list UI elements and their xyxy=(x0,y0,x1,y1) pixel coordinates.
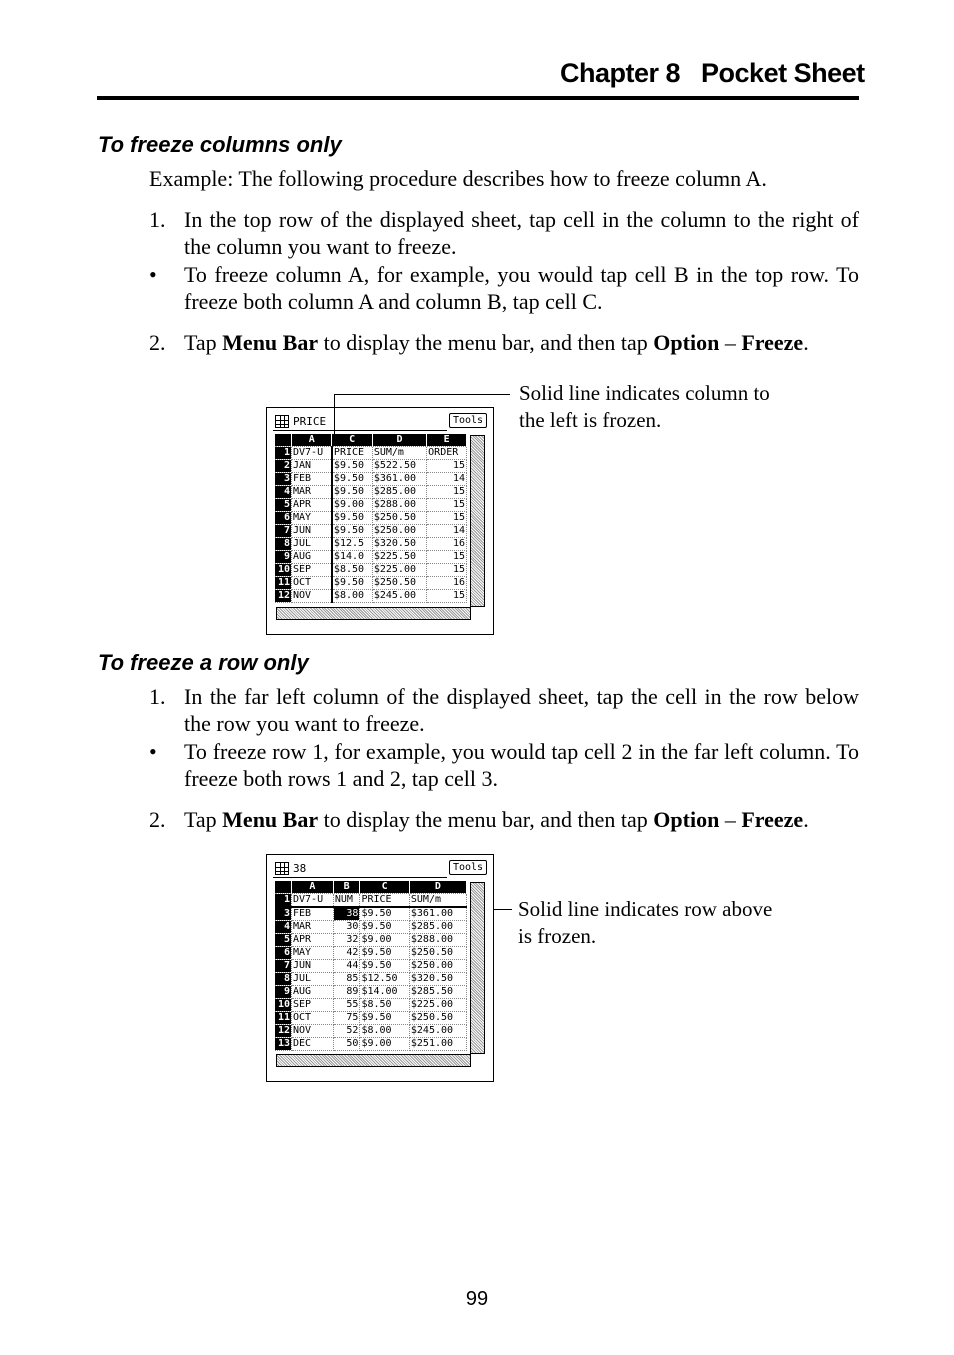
cell[interactable]: $250.00 xyxy=(372,525,426,538)
cell[interactable]: 89 xyxy=(333,986,360,999)
cell[interactable]: $361.00 xyxy=(409,907,466,921)
step-number: 2. xyxy=(149,330,166,355)
table-row xyxy=(275,1025,467,1038)
cell[interactable]: $9.50 xyxy=(360,947,409,960)
text: . xyxy=(803,330,809,355)
cell[interactable]: 15 xyxy=(427,499,467,512)
cell[interactable]: $9.50 xyxy=(332,460,372,473)
cell[interactable]: ORDER xyxy=(427,447,467,460)
cell[interactable]: SUM/m xyxy=(409,894,466,908)
cell[interactable]: NUM xyxy=(333,894,360,908)
step-text xyxy=(184,806,859,833)
freeze-term: Freeze xyxy=(741,330,804,355)
cell[interactable]: 50 xyxy=(333,1038,360,1051)
table-row xyxy=(275,551,467,564)
column-header[interactable]: D xyxy=(372,434,426,447)
cell[interactable]: PRICE xyxy=(360,894,409,908)
titlebar-underline xyxy=(273,877,447,878)
screenshot-freeze-row xyxy=(266,854,494,1082)
section-heading-freeze-columns: To freeze columns only xyxy=(98,132,342,157)
row-number[interactable]: 8 xyxy=(275,973,292,986)
bullet-text: To freeze column A, for example, you would tap cell B in the top row. To freeze both column A and column B, tap cell C. xyxy=(184,262,859,314)
table-row xyxy=(275,447,467,460)
sheet-icon xyxy=(275,862,289,875)
callout-column-frozen: Solid line indicates column to the left is frozen. xyxy=(519,381,770,432)
cell[interactable]: $225.00 xyxy=(372,564,426,577)
row-number[interactable]: 9 xyxy=(275,986,292,999)
column-header[interactable]: B xyxy=(333,881,360,894)
cell[interactable]: $9.50 xyxy=(332,512,372,525)
cell[interactable]: AUG xyxy=(292,986,334,999)
cell[interactable]: $250.50 xyxy=(409,1012,466,1025)
column-header[interactable]: D xyxy=(409,881,466,894)
cell[interactable]: JUL xyxy=(292,538,332,551)
row-number[interactable]: 8 xyxy=(275,538,292,551)
cell[interactable]: APR xyxy=(292,499,332,512)
row-number[interactable]: 11 xyxy=(275,577,292,590)
cell[interactable]: $9.50 xyxy=(360,907,409,921)
column-header-row xyxy=(275,881,467,894)
row-number[interactable]: 10 xyxy=(275,564,292,577)
cell[interactable]: 85 xyxy=(333,973,360,986)
table-row xyxy=(275,590,467,603)
row-number[interactable]: 1 xyxy=(275,894,292,908)
cell-reference: PRICE xyxy=(293,415,327,428)
tools-button[interactable]: Tools xyxy=(449,860,487,875)
cell[interactable]: JUL xyxy=(292,973,334,986)
cell[interactable]: $250.50 xyxy=(372,512,426,525)
callout-leader xyxy=(334,394,335,434)
bullet-mark: • xyxy=(149,739,157,764)
sheet-icon xyxy=(275,415,289,428)
cell[interactable]: $8.50 xyxy=(360,999,409,1012)
cell[interactable]: JUN xyxy=(292,525,332,538)
cell[interactable]: 16 xyxy=(427,577,467,590)
row-number[interactable]: 9 xyxy=(275,551,292,564)
cell[interactable]: $320.50 xyxy=(372,538,426,551)
cell[interactable]: AUG xyxy=(292,551,332,564)
table-row xyxy=(275,538,467,551)
row-number[interactable]: 12 xyxy=(275,1025,292,1038)
menu-bar-term: Menu Bar xyxy=(222,330,319,355)
column-header[interactable]: C xyxy=(360,881,409,894)
row-number[interactable]: 7 xyxy=(275,525,292,538)
horizontal-scrollbar[interactable] xyxy=(276,1054,471,1067)
table-row xyxy=(275,907,467,921)
corner-cell xyxy=(275,881,292,894)
cell[interactable]: SEP xyxy=(292,999,334,1012)
cell[interactable]: $9.50 xyxy=(360,960,409,973)
cell[interactable]: $320.50 xyxy=(409,973,466,986)
table-row xyxy=(275,894,467,908)
row-number[interactable]: 6 xyxy=(275,512,292,525)
cell[interactable]: $9.50 xyxy=(332,577,372,590)
cell[interactable]: MAR xyxy=(292,921,334,934)
table-row xyxy=(275,999,467,1012)
step-text: In the top row of the displayed sheet, tap cell in the column to the right of the column you want to freeze. xyxy=(184,207,859,259)
cell[interactable]: $8.00 xyxy=(332,590,372,603)
cell[interactable]: $361.00 xyxy=(372,473,426,486)
cell[interactable]: 15 xyxy=(427,460,467,473)
cell[interactable]: $245.00 xyxy=(409,1025,466,1038)
spreadsheet-grid xyxy=(275,881,467,1051)
cell[interactable]: 44 xyxy=(333,960,360,973)
horizontal-scrollbar[interactable] xyxy=(276,607,471,620)
header-rule xyxy=(97,96,859,100)
table-row xyxy=(275,934,467,947)
cell[interactable]: 16 xyxy=(427,538,467,551)
table-row xyxy=(275,460,467,473)
column-header[interactable]: E xyxy=(427,434,467,447)
table-row xyxy=(275,1038,467,1051)
cell[interactable]: 15 xyxy=(427,564,467,577)
step-text xyxy=(184,329,859,356)
cell-reference: 38 xyxy=(293,862,307,875)
cell[interactable]: $225.50 xyxy=(372,551,426,564)
cell[interactable]: $12.5 xyxy=(332,538,372,551)
table-row xyxy=(275,947,467,960)
cell[interactable]: FEB xyxy=(292,907,334,921)
sheet-titlebar xyxy=(273,412,487,430)
cell[interactable]: MAY xyxy=(292,947,334,960)
text: – xyxy=(719,330,742,355)
spreadsheet-grid xyxy=(275,434,467,603)
freeze-term: Freeze xyxy=(741,807,804,832)
cell[interactable]: 15 xyxy=(427,551,467,564)
cell[interactable]: $245.00 xyxy=(372,590,426,603)
column-header[interactable]: C xyxy=(332,434,372,447)
text: to display the menu bar, and then tap xyxy=(318,330,654,355)
cell[interactable]: $288.00 xyxy=(409,934,466,947)
cell[interactable]: APR xyxy=(292,934,334,947)
cell[interactable]: $9.50 xyxy=(360,921,409,934)
row-number[interactable]: 5 xyxy=(275,499,292,512)
cell[interactable]: PRICE xyxy=(332,447,372,460)
cell[interactable]: 42 xyxy=(333,947,360,960)
cell[interactable]: NOV xyxy=(292,1025,334,1038)
cell[interactable]: 14 xyxy=(427,473,467,486)
cell[interactable]: OCT xyxy=(292,1012,334,1025)
cell[interactable]: $288.00 xyxy=(372,499,426,512)
table-row xyxy=(275,512,467,525)
cell[interactable]: $251.00 xyxy=(409,1038,466,1051)
table-row xyxy=(275,973,467,986)
table-row xyxy=(275,960,467,973)
titlebar-underline xyxy=(273,430,447,431)
text: . xyxy=(803,807,809,832)
cell[interactable]: $250.50 xyxy=(409,947,466,960)
cell[interactable]: 75 xyxy=(333,1012,360,1025)
cell[interactable]: $9.50 xyxy=(360,1012,409,1025)
cell[interactable]: FEB xyxy=(292,473,332,486)
column-header[interactable]: A xyxy=(292,434,332,447)
menu-bar-term: Menu Bar xyxy=(222,807,319,832)
bullet-text: To freeze row 1, for example, you would tap cell 2 in the far left column. To freeze both rows 1 and 2, tap cell 3. xyxy=(184,739,859,791)
cell[interactable]: 52 xyxy=(333,1025,360,1038)
table-row xyxy=(275,577,467,590)
column-header[interactable]: A xyxy=(292,881,334,894)
cell[interactable]: $522.50 xyxy=(372,460,426,473)
table-row xyxy=(275,473,467,486)
cell[interactable]: 38 xyxy=(333,907,360,921)
option-term: Option xyxy=(653,807,720,832)
table-row xyxy=(275,499,467,512)
bullet-mark: • xyxy=(149,262,157,287)
cell[interactable]: $9.00 xyxy=(360,1038,409,1051)
callout-row-frozen: Solid line indicates row above is frozen. xyxy=(518,897,773,948)
row-number[interactable]: 2 xyxy=(275,460,292,473)
option-term: Option xyxy=(653,330,720,355)
cell[interactable]: $9.50 xyxy=(332,486,372,499)
example-text: Example: The following procedure describes how to freeze column A. xyxy=(149,166,767,191)
sheet-titlebar xyxy=(273,859,487,877)
callout-leader xyxy=(334,394,510,395)
cell[interactable]: JUN xyxy=(292,960,334,973)
cell[interactable]: $12.50 xyxy=(360,973,409,986)
cell[interactable]: $9.50 xyxy=(332,525,372,538)
row-number[interactable]: 10 xyxy=(275,999,292,1012)
cell[interactable]: $8.50 xyxy=(332,564,372,577)
page-number: 99 xyxy=(465,1288,489,1310)
row-number[interactable]: 11 xyxy=(275,1012,292,1025)
row-number[interactable]: 1 xyxy=(275,447,292,460)
cell[interactable]: MAY xyxy=(292,512,332,525)
cell[interactable]: $9.00 xyxy=(360,934,409,947)
step-number: 1. xyxy=(149,684,166,709)
cell[interactable]: $14.00 xyxy=(360,986,409,999)
row-number[interactable]: 4 xyxy=(275,921,292,934)
row-number[interactable]: 7 xyxy=(275,960,292,973)
cell[interactable]: JAN xyxy=(292,460,332,473)
cell[interactable]: $250.00 xyxy=(409,960,466,973)
row-number[interactable]: 13 xyxy=(275,1038,292,1051)
cell[interactable]: DV7-U xyxy=(292,894,334,908)
table-row xyxy=(275,1012,467,1025)
cell[interactable]: MAR xyxy=(292,486,332,499)
cell[interactable]: $250.50 xyxy=(372,577,426,590)
section-heading-freeze-row: To freeze a row only xyxy=(98,650,309,675)
table-row xyxy=(275,986,467,999)
cell[interactable]: $285.00 xyxy=(409,921,466,934)
chapter-title: Chapter 8 Pocket Sheet xyxy=(560,58,865,88)
cell[interactable]: $285.00 xyxy=(372,486,426,499)
row-number[interactable]: 4 xyxy=(275,486,292,499)
corner-cell xyxy=(275,434,292,447)
text: to display the menu bar, and then tap xyxy=(318,807,654,832)
row-number[interactable]: 3 xyxy=(275,473,292,486)
callout-leader xyxy=(494,909,512,910)
row-number[interactable]: 3 xyxy=(275,907,292,921)
table-row xyxy=(275,525,467,538)
cell[interactable]: $9.00 xyxy=(332,499,372,512)
cell[interactable]: $14.0 xyxy=(332,551,372,564)
text: Tap xyxy=(184,807,223,832)
cell[interactable]: NOV xyxy=(292,590,332,603)
cell[interactable]: 32 xyxy=(333,934,360,947)
step-text: In the far left column of the displayed sheet, tap the cell in the row below the row you want to freeze. xyxy=(184,684,859,736)
text: – xyxy=(719,807,742,832)
cell[interactable]: OCT xyxy=(292,577,332,590)
cell[interactable]: SUM/m xyxy=(372,447,426,460)
cell[interactable]: DV7-U xyxy=(292,447,332,460)
row-number[interactable]: 6 xyxy=(275,947,292,960)
table-row xyxy=(275,486,467,499)
cell[interactable]: 30 xyxy=(333,921,360,934)
cell[interactable]: 15 xyxy=(427,512,467,525)
table-row xyxy=(275,564,467,577)
cell[interactable]: $285.50 xyxy=(409,986,466,999)
cell[interactable]: 14 xyxy=(427,525,467,538)
cell[interactable]: $9.50 xyxy=(332,473,372,486)
tools-button[interactable]: Tools xyxy=(449,413,487,428)
table-row xyxy=(275,921,467,934)
row-number[interactable]: 12 xyxy=(275,590,292,603)
column-header-row xyxy=(275,434,467,447)
cell[interactable]: $225.00 xyxy=(409,999,466,1012)
step-number: 1. xyxy=(149,207,166,232)
cell[interactable]: $8.00 xyxy=(360,1025,409,1038)
vertical-scrollbar[interactable] xyxy=(470,882,485,1054)
cell[interactable]: 15 xyxy=(427,590,467,603)
text: Tap xyxy=(184,330,223,355)
cell[interactable]: 15 xyxy=(427,486,467,499)
cell[interactable]: 55 xyxy=(333,999,360,1012)
vertical-scrollbar[interactable] xyxy=(470,435,485,607)
cell[interactable]: DEC xyxy=(292,1038,334,1051)
screenshot-freeze-column xyxy=(266,407,494,635)
step-number: 2. xyxy=(149,807,166,832)
row-number[interactable]: 5 xyxy=(275,934,292,947)
cell[interactable]: SEP xyxy=(292,564,332,577)
